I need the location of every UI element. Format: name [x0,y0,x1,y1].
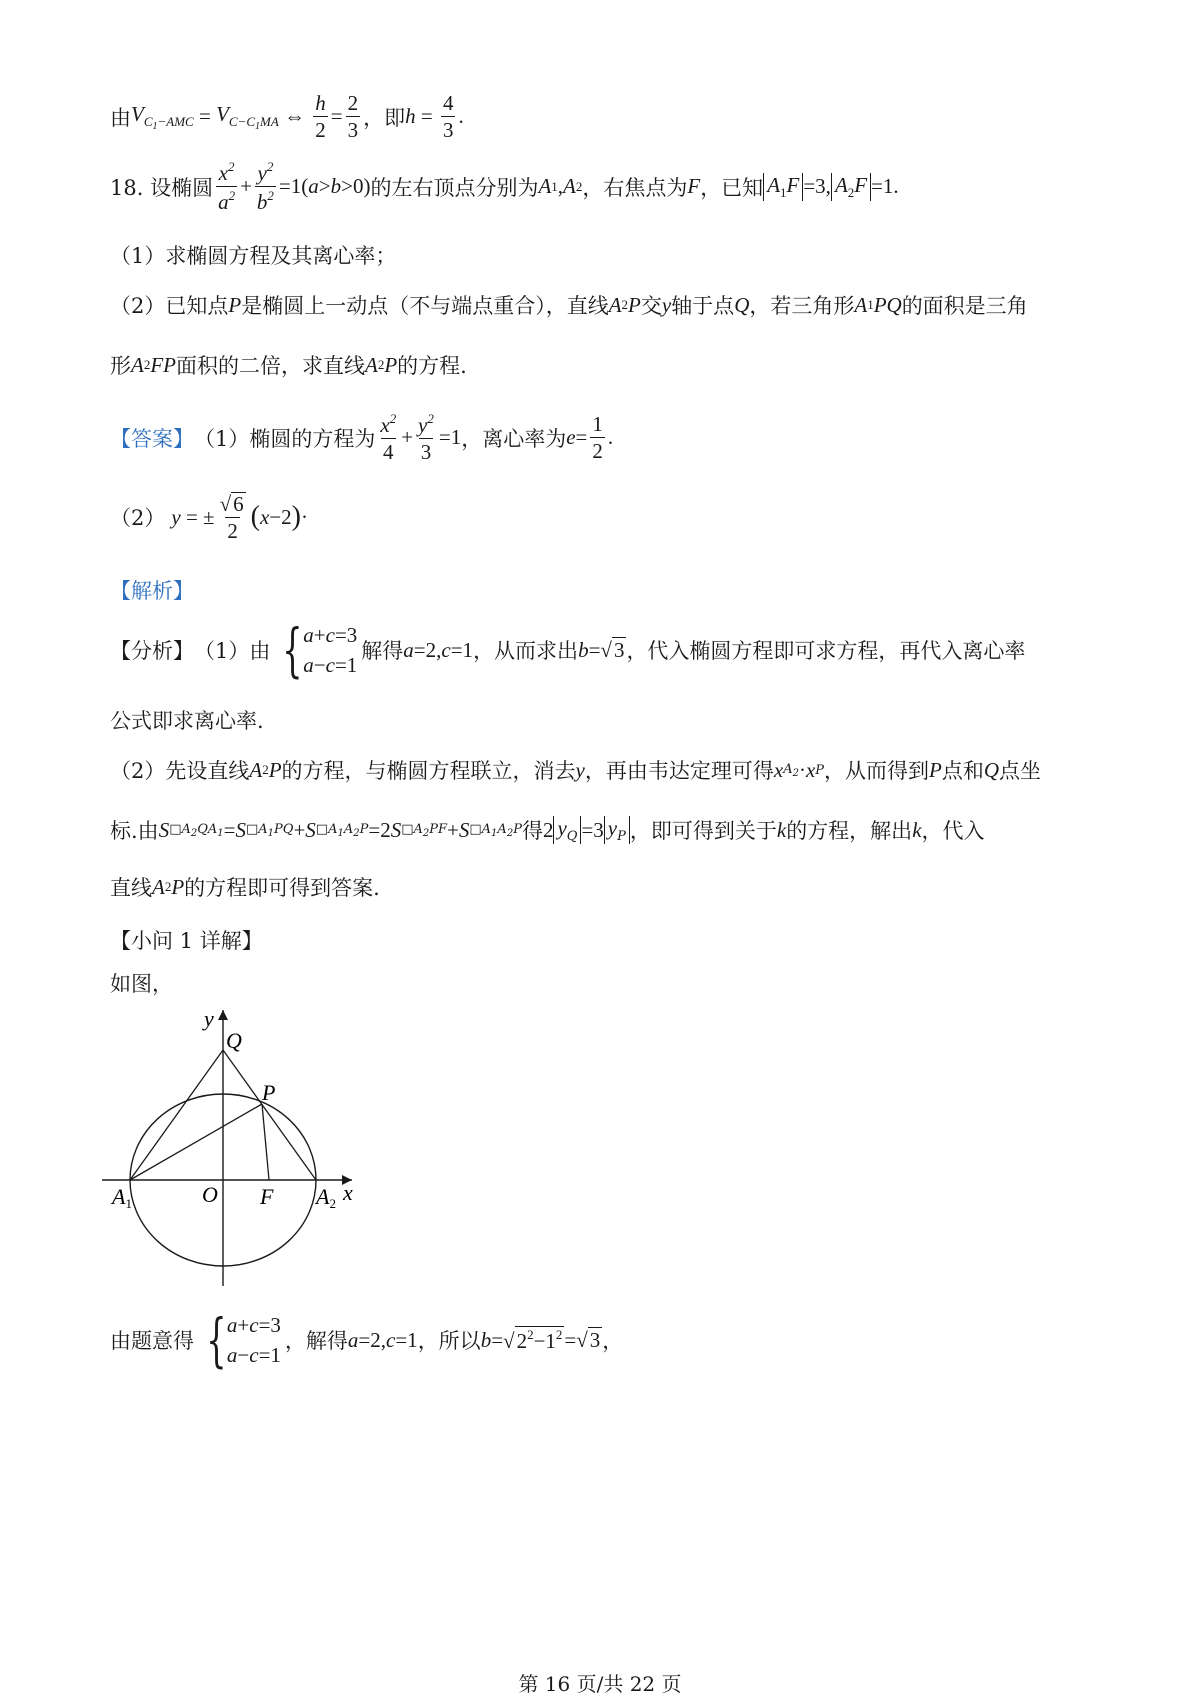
q18-known: ，已知 [700,175,764,200]
line-P-F [262,1104,269,1180]
part2-i: 的方程. [397,354,467,378]
answer2-a: （2） [110,506,166,531]
final-derivation-line: 由题意得 { a+c=3 a−c=1 ，解得 a =2, c =1 ，所以 b = √ $2^2-1^2$ = √ 3 ， [110,1306,624,1375]
label-Q: Q [226,1028,242,1053]
line-volume-equation: 由 $V_{C_1-AMC}$ = $V_{C-C_1MA}$ ⇔ $\frac{h}{2}$ = $\frac{2}{3}$ ，即 h = $\frac{4}{3}$ . [110,91,464,143]
part2-e: ，若三角形 [749,294,855,318]
rutu-text: 如图， [110,972,173,996]
question-18-part-1 [110,240,396,270]
part2-f: 的面积是三角 [901,294,1028,318]
y-axis-arrow [218,1010,228,1020]
analysis-line-4: 标.由 S $□A_2QA_1$ = S $□A_1PQ$ + S $□A_1A_2P$ =2 S $□A_2PF$ + S $□A_1A_2P$ 得 2 $y_Q$ =3 $y_P$ ，即可得到关于 k 的方程，解出 k ，代入 [110,815,985,844]
page-footer: 第 16 页/共 22 页 [518,1672,682,1696]
fenxi-e: 公式即求离心率. [110,709,264,733]
fenxi-a: （1）由 [194,639,271,664]
s2-e: 点和 [941,759,984,783]
s2-b: 的方程，与椭圆方程联立，消去 [281,759,576,783]
as-shown-line [110,968,173,998]
answer-line-2: （2） y = ± √ 6 2 ( x −2 ) · [110,492,308,544]
analysis-line-1: 【分析】 （1）由 { a+c=3 a−c=1 解得 a =2, c =1 ，从而求出 b = √ 3 ，代入椭圆方程即可求方程，再代入离心率 [110,616,1026,685]
s3-d: 的方程，解出 [786,819,913,843]
fenxi-b: 解得 [361,639,404,664]
text-you: 由 [110,105,131,130]
part2-g: 形 [110,354,131,378]
s2-f: 点坐 [999,759,1042,783]
part2-d: 轴于点 [671,294,735,318]
fenxi-label: 【分析】 [110,639,194,664]
analysis-label: 【解析】 [110,579,194,603]
fenxi-d: ，代入椭圆方程即可求方程，再代入离心率 [626,639,1026,664]
label-A2: A2 [316,1184,336,1211]
label-O: O [202,1182,218,1207]
s3-b: 得 [521,819,543,843]
last-a: 由题意得 [110,1329,194,1354]
analysis-line-5: 直线 A 2 P 的方程即可得到答案. [110,872,380,902]
answer-line-1: 【答案】 （1）椭圆的方程为 $\frac{x^2}{4}$ + $\frac{y^2}{3}$ =1 ，离心率为 e = $\frac{1}{2}$ . [110,411,614,465]
answer1-b: ，离心率为 [461,426,567,451]
fenxi-c: ，从而求出 [473,639,579,664]
s2-c: ，再由韦达定理可得 [584,759,774,783]
ellipse-figure [100,1004,370,1294]
label-y: y [204,1006,214,1031]
s2-a: （2）先设直线 [110,759,250,783]
part2-a: （2）已知点 [110,294,229,318]
part2-b: 是椭圆上一动点（不与端点重合），直线 [241,294,609,318]
part1-text: （1）求椭圆方程及其离心率； [110,244,397,268]
analysis-line-2 [110,705,264,735]
sub-question-1-heading [110,925,263,955]
s4-a: 直线 [110,876,152,900]
text-ji: ，即 [363,105,406,130]
label-P: P [262,1080,276,1105]
last-c: ，所以 [417,1329,481,1354]
line-Q-A2 [223,1050,316,1180]
line-A1-P [130,1104,262,1180]
q18-focus: ，右焦点为 [582,175,688,200]
answer-label: 【答案】 [110,426,194,451]
label-A1: A1 [112,1184,132,1211]
s3-c: ，即可得到关于 [629,819,777,843]
s3-a: 标.由 [110,819,159,843]
s2-d: ，从而得到 [824,759,930,783]
q18-intro: 18. 设椭圆 [110,175,214,200]
question-18-part-2: （2）已知点 P 是椭圆上一动点（不与端点重合），直线 A 2 P 交 y 轴于点 Q ，若三角形 A 1 PQ 的面积是三角 [110,290,1028,320]
part2-h: 面积的二倍，求直线 [175,354,365,378]
xw1-label: 【小问 1 详解】 [110,929,263,953]
last-b: ，解得 [284,1329,348,1354]
line-A1-Q [130,1050,223,1180]
analysis-line-3: （2）先设直线 A 2 P 的方程，与椭圆方程联立，消去 y ，再由韦达定理可得 x $A_2$ · x P ，从而得到 P 点和 Q 点坐 [110,755,1041,785]
question-18-part-2-cont: 形 A 2 FP 面积的二倍，求直线 A 2 P 的方程. [110,350,467,380]
s4-b: 的方程即可得到答案. [184,876,380,900]
part2-c: 交 [640,294,662,318]
label-x: x [343,1180,353,1205]
s3-e: ，代入 [921,819,985,843]
answer1-a: （1）椭圆的方程为 [194,426,376,451]
analysis-label-line [110,575,194,605]
label-F: F [260,1184,274,1209]
q18-vertices: 的左右顶点分别为 [370,175,539,200]
question-18-stem: 18. 设椭圆 $\frac{x^2}{a^2}$ + $\frac{y^2}{b^2}$ =1( a > b >0) 的左右顶点分别为 A 1 , A 2 ，右焦点为 F ，已知 $A_1F$ =3, $A_2F$ =1. [110,159,899,215]
